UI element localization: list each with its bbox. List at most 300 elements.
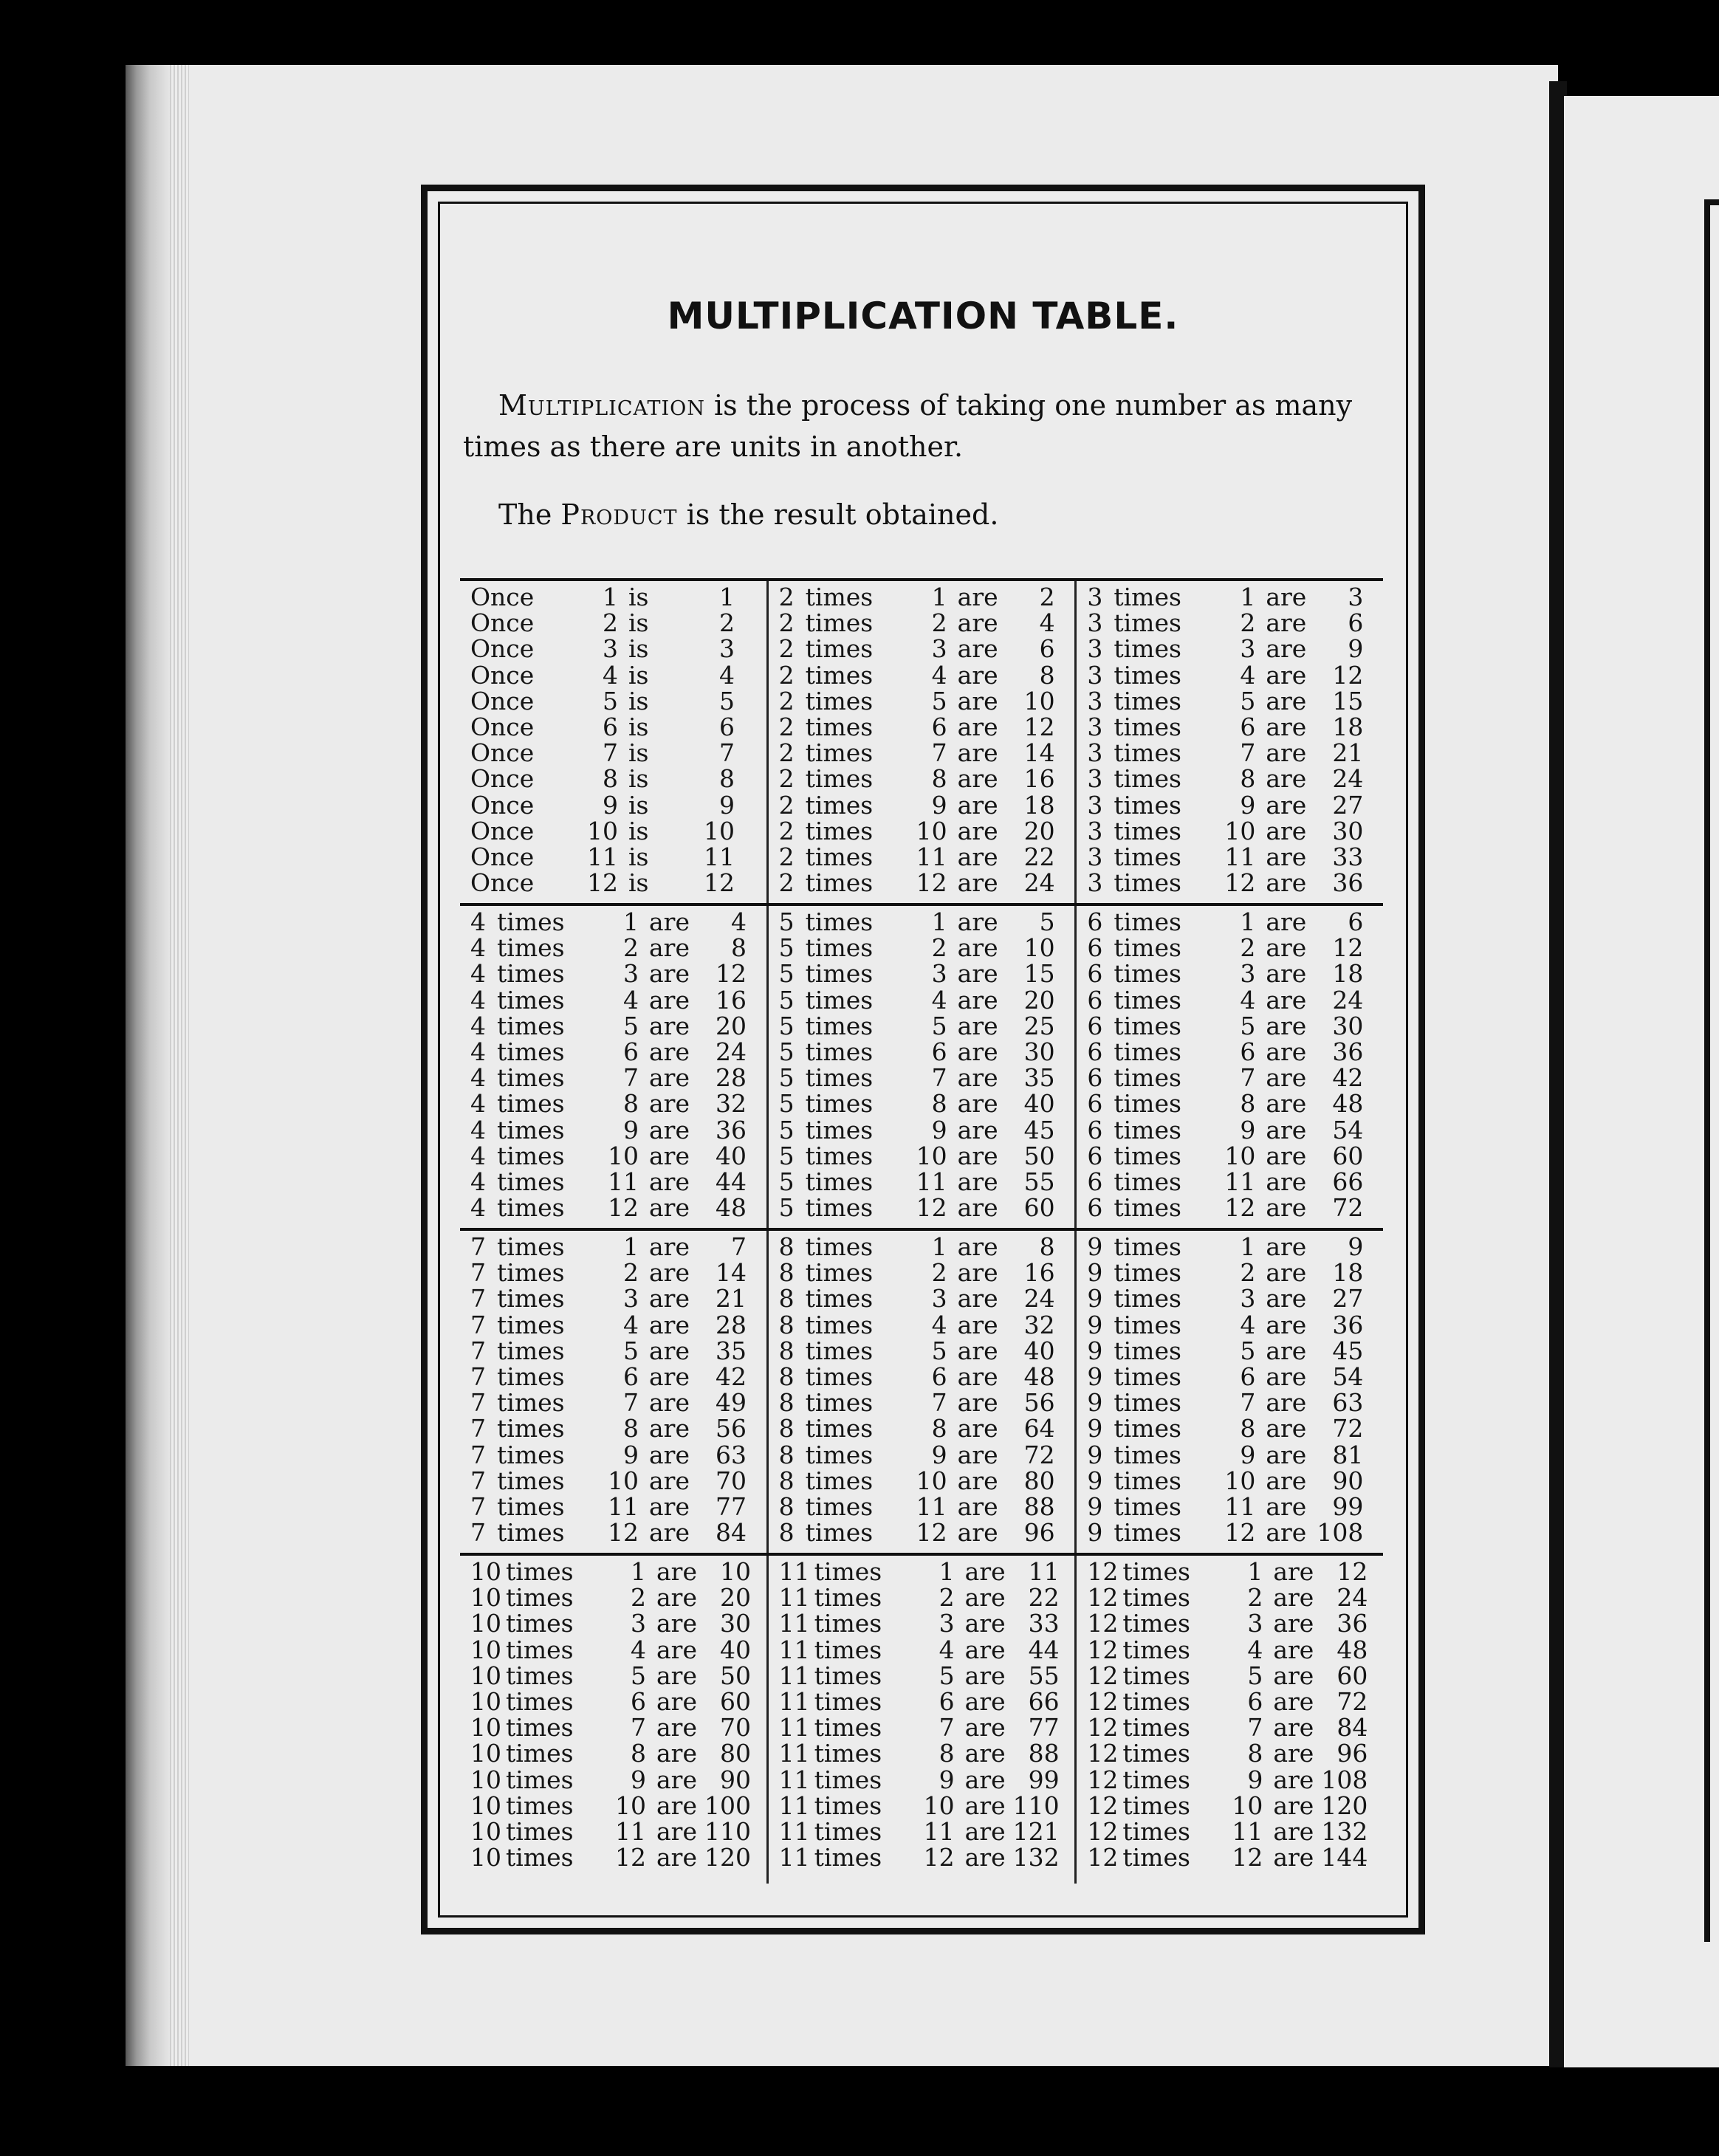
multiplier: 8 — [1240, 764, 1256, 794]
table-row — [470, 1442, 759, 1468]
product-value: 22 — [1023, 842, 1055, 871]
product-value: 9 — [719, 790, 735, 820]
row-word: are — [957, 583, 998, 611]
table-column-6 — [1074, 906, 1383, 1228]
row-word: times — [1114, 1284, 1181, 1314]
product-value: 77 — [716, 1491, 747, 1521]
product-value: 36 — [1332, 1037, 1364, 1066]
facing-page — [1564, 96, 1719, 2067]
row-word: are — [957, 1258, 998, 1288]
table-row — [779, 766, 1068, 792]
row-word: times — [805, 1193, 874, 1223]
row-word: times — [814, 1557, 882, 1586]
row-word: are — [649, 1193, 690, 1223]
row-word: are — [1266, 907, 1307, 936]
row-word: times — [1114, 1258, 1181, 1288]
row-word: are — [649, 1362, 690, 1391]
multiplicand: 11 — [778, 1686, 810, 1716]
table-row — [779, 1468, 1068, 1494]
table-row — [470, 1793, 759, 1819]
table-row — [779, 818, 1068, 844]
row-word: are — [656, 1843, 697, 1872]
product-value: 40 — [720, 1635, 751, 1664]
product-value: 110 — [1012, 1791, 1060, 1820]
multiplier: 7 — [1240, 1388, 1256, 1418]
row-word: are — [649, 1440, 690, 1469]
row-word: are — [957, 1310, 998, 1339]
table-row — [1087, 987, 1376, 1013]
multiplicand: 4 — [470, 1063, 486, 1093]
table-row — [470, 584, 759, 610]
multiplier: 8 — [1240, 1414, 1256, 1443]
multiplier: 12 — [1224, 1193, 1256, 1223]
table-row — [470, 1583, 759, 1613]
row-word: are — [1273, 1765, 1314, 1794]
product-value: 99 — [1028, 1765, 1060, 1794]
row-word: are — [649, 1414, 690, 1443]
table-column-12 — [1074, 1556, 1383, 1884]
product-value: 20 — [1023, 816, 1055, 845]
multiplier: 8 — [623, 1089, 639, 1119]
row-word: times — [814, 1816, 882, 1846]
multiplicand: 10 — [470, 1686, 501, 1716]
row-word: times — [497, 959, 565, 989]
multiplier: 7 — [931, 1063, 947, 1093]
table-row — [779, 870, 1068, 896]
product-value: 90 — [720, 1765, 751, 1794]
multiplier: 4 — [623, 1310, 639, 1339]
row-word: times — [1114, 1232, 1181, 1261]
multiplier: 6 — [931, 712, 947, 741]
multiplicand: 9 — [1087, 1336, 1103, 1365]
row-word: times — [805, 868, 874, 898]
table-row — [1087, 1039, 1376, 1065]
multiplicand: 4 — [470, 1037, 486, 1066]
row-word: times — [1114, 1440, 1181, 1469]
table-row — [1087, 1364, 1376, 1390]
multiplier: 5 — [1240, 1336, 1256, 1365]
table-row — [1087, 636, 1376, 662]
row-word: are — [957, 1440, 998, 1469]
multiplicand: 4 — [470, 933, 486, 963]
row-word: are — [1273, 1791, 1314, 1820]
product-value: 20 — [720, 1583, 751, 1613]
row-word: are — [1266, 764, 1307, 794]
table-row — [1087, 1686, 1376, 1716]
product-value: 35 — [1023, 1063, 1055, 1093]
table-row — [779, 1793, 1068, 1819]
product-value: 22 — [1028, 1583, 1060, 1613]
table-block — [460, 903, 1383, 1228]
product-value: 42 — [1332, 1063, 1364, 1093]
multiplicand: 11 — [778, 1609, 810, 1638]
multiplicand: 5 — [778, 1037, 795, 1066]
product-value: 4 — [719, 660, 735, 690]
product-value: 36 — [1337, 1609, 1368, 1638]
table-row — [778, 1583, 1068, 1613]
table-row — [1087, 714, 1376, 740]
multiplier: 3 — [1247, 1609, 1263, 1638]
row-word: Once — [470, 790, 535, 820]
row-word: times — [805, 634, 874, 664]
row-word: are — [957, 1336, 998, 1365]
multiplier: 9 — [1240, 790, 1256, 820]
multiplicand: 7 — [470, 1388, 486, 1418]
row-word: are — [656, 1635, 697, 1664]
row-word: are — [1266, 686, 1307, 715]
multiplier: 5 — [603, 686, 618, 715]
row-word: times — [497, 1258, 565, 1288]
product-value: 121 — [1012, 1816, 1060, 1846]
multiplier: 10 — [587, 816, 618, 845]
multiplicand: 2 — [778, 842, 795, 871]
row-word: are — [1266, 608, 1307, 638]
table-row — [779, 1663, 1068, 1689]
product-value: 55 — [1023, 1167, 1055, 1196]
product-value: 42 — [716, 1362, 747, 1391]
product-value: 24 — [1023, 868, 1055, 898]
product-value: 14 — [716, 1258, 747, 1288]
row-word: times — [1114, 1115, 1181, 1144]
table-row — [779, 1143, 1068, 1169]
row-word: times — [1114, 1141, 1181, 1170]
row-word: times — [805, 660, 874, 690]
multiplier: 11 — [615, 1816, 646, 1846]
row-word: times — [1122, 1765, 1190, 1794]
multiplier: 10 — [916, 1466, 947, 1495]
multiplicand: 6 — [1087, 1115, 1103, 1144]
table-row — [1087, 1793, 1376, 1819]
row-word: are — [964, 1557, 1006, 1586]
product-value: 14 — [1023, 738, 1055, 768]
table-row — [779, 1039, 1068, 1065]
row-word: times — [506, 1686, 574, 1716]
multiplier: 7 — [631, 1713, 646, 1743]
multiplicand: 5 — [778, 959, 795, 989]
row-word: times — [805, 1362, 874, 1391]
table-row — [1087, 662, 1376, 688]
row-word: are — [957, 1232, 998, 1261]
multiplier: 11 — [1232, 1816, 1263, 1846]
row-word: times — [1114, 712, 1181, 741]
product-value: 1 — [719, 583, 735, 611]
multiplicand: 8 — [778, 1232, 795, 1261]
product-value: 30 — [1023, 1037, 1055, 1066]
product-value: 12 — [704, 868, 735, 898]
multiplier: 4 — [1240, 985, 1256, 1015]
multiplicand: 4 — [470, 1167, 486, 1196]
product-value: 5 — [719, 686, 735, 715]
multiplier: 11 — [916, 1491, 947, 1521]
row-word: times — [497, 1063, 565, 1093]
table-row — [470, 1663, 759, 1689]
table-row — [470, 1117, 759, 1143]
multiplier: 3 — [931, 1284, 947, 1314]
table-row — [779, 636, 1068, 662]
product-value: 70 — [720, 1713, 751, 1743]
multiplicand: 6 — [1087, 1089, 1103, 1119]
row-word: times — [814, 1713, 882, 1743]
multiplication-table-card — [421, 185, 1425, 1934]
multiplier: 12 — [916, 868, 947, 898]
row-word: times — [814, 1609, 882, 1638]
multiplier: 1 — [931, 1232, 947, 1261]
row-word: times — [1114, 686, 1181, 715]
table-row — [779, 688, 1068, 714]
row-word: are — [1273, 1583, 1314, 1613]
row-word: are — [957, 1089, 998, 1119]
product-value: 16 — [1023, 1258, 1055, 1288]
row-word: times — [1114, 1167, 1181, 1196]
multiplier: 3 — [931, 959, 947, 989]
multiplier: 7 — [603, 738, 618, 768]
product-value: 28 — [716, 1063, 747, 1093]
row-word: are — [964, 1739, 1006, 1768]
multiplicand: 6 — [1087, 959, 1103, 989]
row-word: are — [1273, 1843, 1314, 1872]
product-value: 50 — [720, 1661, 751, 1690]
multiplier: 9 — [931, 1440, 947, 1469]
multiplicand: 5 — [778, 985, 795, 1015]
row-word: are — [649, 1388, 690, 1418]
table-row — [1087, 1338, 1376, 1364]
multiplicand: 4 — [470, 985, 486, 1015]
multiplier: 11 — [587, 842, 618, 871]
multiplier: 5 — [631, 1661, 646, 1690]
product-value: 10 — [1023, 686, 1055, 715]
row-word: are — [649, 959, 690, 989]
row-word: times — [814, 1635, 882, 1664]
table-row — [1087, 1518, 1376, 1548]
multiplicand: 6 — [1087, 1063, 1103, 1093]
row-word: times — [1122, 1557, 1190, 1586]
multiplicand: 8 — [778, 1440, 795, 1469]
table-column-4 — [460, 906, 766, 1228]
row-word: are — [957, 1466, 998, 1495]
row-word: are — [656, 1583, 697, 1613]
multiplicand: 12 — [1087, 1609, 1119, 1638]
row-word: are — [649, 1089, 690, 1119]
page-edges — [170, 65, 189, 2066]
row-word: are — [957, 907, 998, 936]
table-row — [470, 1491, 759, 1521]
row-word: times — [497, 1491, 565, 1521]
table-row — [1087, 1013, 1376, 1039]
multiplicand: 8 — [778, 1518, 795, 1548]
table-row — [1087, 766, 1376, 792]
row-word: are — [1273, 1816, 1314, 1846]
multiplicand: 2 — [778, 790, 795, 820]
row-word: are — [1266, 1011, 1307, 1040]
multiplicand: 2 — [778, 634, 795, 664]
multiplier: 12 — [1224, 1518, 1256, 1548]
multiplier: 5 — [1247, 1661, 1263, 1690]
multiplier: 12 — [916, 1193, 947, 1223]
row-word: times — [1114, 1518, 1181, 1548]
multiplicand: 9 — [1087, 1388, 1103, 1418]
multiplicand: 12 — [1087, 1557, 1119, 1586]
table-row — [470, 909, 759, 935]
table-row — [1087, 740, 1376, 766]
product-value: 11 — [1028, 1557, 1060, 1586]
multiplier: 2 — [1247, 1583, 1263, 1613]
table-row — [779, 1117, 1068, 1143]
table-row — [470, 1312, 759, 1338]
row-word: are — [1273, 1739, 1314, 1768]
row-word: times — [805, 816, 874, 845]
table-row — [779, 1364, 1068, 1390]
multiplicand: 11 — [778, 1661, 810, 1690]
row-word: times — [497, 1193, 565, 1223]
definition-paragraph — [463, 385, 1396, 467]
multiplicand: 2 — [778, 764, 795, 794]
multiplicand: 9 — [1087, 1518, 1103, 1548]
row-word: times — [805, 1115, 874, 1144]
multiplicand: 2 — [778, 868, 795, 898]
product-value: 48 — [716, 1193, 747, 1223]
multiplicand: 3 — [1087, 583, 1103, 611]
table-row — [779, 792, 1068, 818]
table-row — [470, 688, 759, 714]
row-word: are — [964, 1635, 1006, 1664]
multiplier: 2 — [1240, 933, 1256, 963]
product-value: 35 — [716, 1336, 747, 1365]
row-word: are — [649, 1284, 690, 1314]
product-value: 132 — [1321, 1816, 1368, 1846]
row-word: are — [1266, 816, 1307, 845]
table-row — [470, 844, 759, 870]
row-word: times — [805, 608, 874, 638]
table-row — [470, 1039, 759, 1065]
row-word: times — [497, 1440, 565, 1469]
row-word: times — [497, 1115, 565, 1144]
multiplier: 2 — [1240, 608, 1256, 638]
row-word: are — [957, 1193, 998, 1223]
page-title: MULTIPLICATION TABLE. — [667, 295, 1179, 337]
multiplier: 8 — [623, 1414, 639, 1443]
row-word: times — [805, 583, 874, 611]
multiplier: 10 — [916, 816, 947, 845]
multiplicand: 7 — [470, 1310, 486, 1339]
table-row — [779, 610, 1068, 636]
multiplier: 8 — [1247, 1739, 1263, 1768]
row-word: are — [1266, 933, 1307, 963]
product-value: 88 — [1023, 1491, 1055, 1521]
multiplier: 8 — [931, 1089, 947, 1119]
row-word: times — [805, 1063, 874, 1093]
table-row — [778, 1518, 1068, 1548]
row-word: are — [649, 933, 690, 963]
table-row — [470, 1740, 759, 1766]
multiplier: 5 — [939, 1661, 955, 1690]
table-row — [779, 1169, 1068, 1195]
row-word: are — [964, 1843, 1006, 1872]
row-word: are — [649, 907, 690, 936]
row-word: are — [957, 686, 998, 715]
product-value: 50 — [1023, 1141, 1055, 1170]
table-row — [778, 1284, 1068, 1314]
row-word: are — [1266, 660, 1307, 690]
table-row — [470, 1364, 759, 1390]
row-word: times — [1122, 1843, 1190, 1872]
product-value: 32 — [1023, 1310, 1055, 1339]
table-row — [1087, 1195, 1376, 1221]
multiplicand: 10 — [470, 1816, 501, 1846]
row-word: times — [1114, 907, 1181, 936]
row-word: times — [1114, 1388, 1181, 1418]
multiplier: 10 — [608, 1466, 639, 1495]
multiplier: 7 — [1240, 1063, 1256, 1093]
product-value: 60 — [1332, 1141, 1364, 1170]
table-column-1 — [460, 581, 766, 903]
row-word: are — [656, 1661, 697, 1690]
row-word: Once — [470, 608, 535, 638]
row-word: times — [497, 985, 565, 1015]
row-word: are — [957, 816, 998, 845]
product-value: 110 — [704, 1816, 751, 1846]
row-word: times — [1114, 842, 1181, 871]
row-word: times — [814, 1661, 882, 1690]
product-value: 36 — [1332, 868, 1364, 898]
table-row — [779, 584, 1068, 610]
table-row — [1087, 1844, 1376, 1870]
row-word: are — [957, 1011, 998, 1040]
multiplicand: 10 — [470, 1583, 501, 1613]
multiplicand: 9 — [1087, 1310, 1103, 1339]
row-word: times — [805, 738, 874, 768]
row-word: are — [957, 1063, 998, 1093]
row-word: Once — [470, 660, 535, 690]
multiplier: 10 — [608, 1141, 639, 1170]
multiplier: 5 — [931, 1336, 947, 1365]
multiplicand: 12 — [1087, 1661, 1119, 1690]
multiplier: 9 — [931, 790, 947, 820]
multiplier: 2 — [931, 933, 947, 963]
row-word: are — [656, 1791, 697, 1820]
row-word: are — [1266, 1037, 1307, 1066]
product-value: 90 — [1332, 1466, 1364, 1495]
table-row — [779, 662, 1068, 688]
row-word: are — [957, 842, 998, 871]
row-word: are — [957, 608, 998, 638]
multiplier: 11 — [608, 1167, 639, 1196]
multiplier: 4 — [1240, 660, 1256, 690]
multiplier: 11 — [1224, 1491, 1256, 1521]
product-value: 6 — [1039, 634, 1055, 664]
row-word: are — [964, 1765, 1006, 1794]
multiplier: 1 — [1240, 907, 1256, 936]
row-word: is — [628, 764, 649, 794]
row-word: times — [1122, 1609, 1190, 1638]
row-word: times — [1114, 1089, 1181, 1119]
row-word: are — [649, 1336, 690, 1365]
multiplier: 11 — [1224, 842, 1256, 871]
row-word: times — [506, 1843, 574, 1872]
multiplicand: 2 — [778, 686, 795, 715]
table-row — [778, 959, 1068, 989]
product-value: 40 — [1023, 1089, 1055, 1119]
row-word: are — [957, 1518, 998, 1548]
table-row — [470, 1686, 759, 1716]
product-value: 44 — [716, 1167, 747, 1196]
row-word: is — [628, 738, 649, 768]
multiplicand: 4 — [470, 1011, 486, 1040]
table-row — [470, 1713, 759, 1743]
row-word: are — [1266, 1063, 1307, 1093]
multiplicand: 11 — [778, 1791, 810, 1820]
row-word: are — [1266, 1232, 1307, 1261]
row-word: are — [649, 1518, 690, 1548]
